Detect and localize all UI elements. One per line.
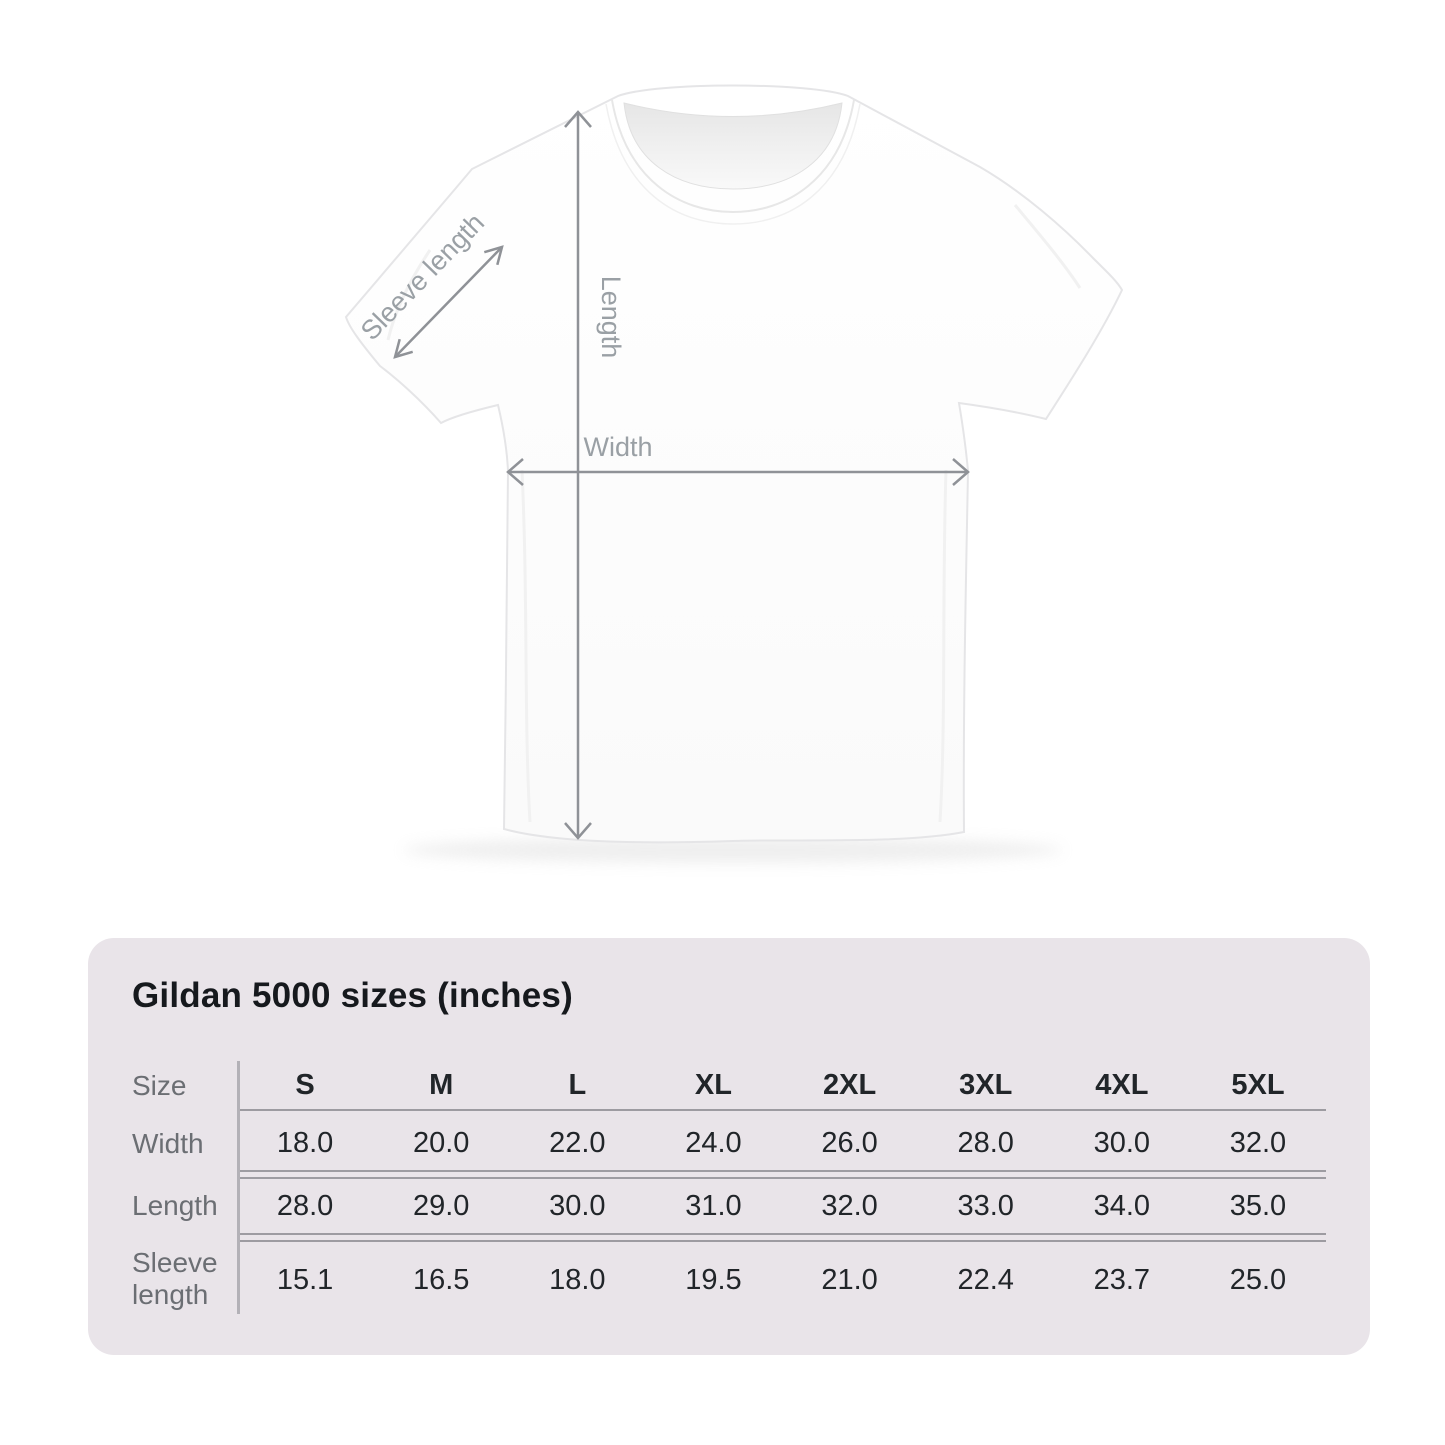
value-cell: 30.0 (1054, 1116, 1190, 1172)
value-cell: 21.0 (782, 1240, 918, 1318)
value-cell: 18.0 (509, 1240, 645, 1318)
value-cell: 29.0 (373, 1177, 509, 1235)
length-label: Length (596, 275, 626, 359)
value-cell: 28.0 (237, 1177, 373, 1235)
size-header-cell: XL (645, 1061, 781, 1111)
size-chart-title: Gildan 5000 sizes (inches) (132, 976, 573, 1015)
size-corner-label: Size (132, 1070, 187, 1101)
value-cell: 33.0 (918, 1177, 1054, 1235)
value-cell: 19.5 (645, 1240, 781, 1318)
size-table-wrap (132, 1056, 1326, 1323)
value-cell: 22.0 (509, 1116, 645, 1172)
row-label: Width (132, 1127, 204, 1159)
value-cell: 16.5 (373, 1240, 509, 1318)
row-label: Length (132, 1189, 218, 1221)
size-header-cell: M (373, 1061, 509, 1111)
table-row-length (132, 1177, 1326, 1235)
size-header-cell: 4XL (1054, 1061, 1190, 1111)
value-cell: 30.0 (509, 1177, 645, 1235)
value-cell: 24.0 (645, 1116, 781, 1172)
tshirt-graphic (346, 86, 1122, 843)
size-header-cell: S (237, 1061, 373, 1111)
width-label: Width (583, 432, 653, 462)
value-cell: 22.4 (918, 1240, 1054, 1318)
value-cell: 31.0 (645, 1177, 781, 1235)
value-cell: 32.0 (1190, 1116, 1326, 1172)
size-header-cell: L (509, 1061, 645, 1111)
value-cell: 32.0 (782, 1177, 918, 1235)
row-label: Sleeve length (132, 1246, 218, 1310)
table-row-width (132, 1116, 1326, 1172)
value-cell: 23.7 (1054, 1240, 1190, 1318)
size-chart-card (88, 938, 1370, 1355)
size-header-cell: 2XL (782, 1061, 918, 1111)
size-header-row (132, 1061, 1326, 1111)
size-table (132, 1056, 1326, 1323)
value-cell: 18.0 (237, 1116, 373, 1172)
value-cell: 15.1 (237, 1240, 373, 1318)
sleeve-length-label: Sleeve length (354, 207, 491, 347)
size-header-cell: 3XL (918, 1061, 1054, 1111)
value-cell: 25.0 (1190, 1240, 1326, 1318)
value-cell: 35.0 (1190, 1177, 1326, 1235)
table-divider-line (237, 1061, 240, 1314)
table-row-sleeve-length (132, 1240, 1326, 1318)
size-header-cell: 5XL (1190, 1061, 1326, 1111)
value-cell: 26.0 (782, 1116, 918, 1172)
value-cell: 20.0 (373, 1116, 509, 1172)
value-cell: 34.0 (1054, 1177, 1190, 1235)
value-cell: 28.0 (918, 1116, 1054, 1172)
